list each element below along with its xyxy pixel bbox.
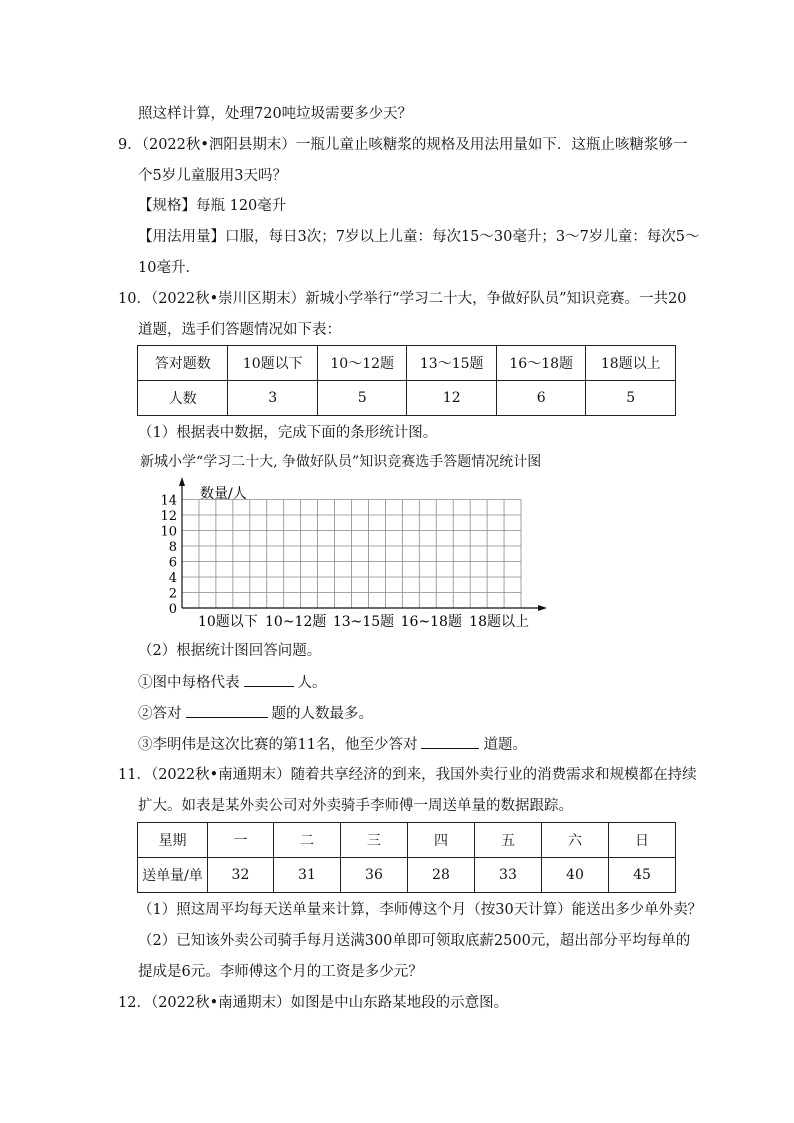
q10-sub2-text-a: ②答对 [138,706,182,722]
chart-title: 新城小学“学习二十大, 争做好队员”知识竞赛选手答题情况统计图 [140,454,542,470]
q11-table-cell: 28 [407,858,474,893]
q10-table-header-row [138,346,676,381]
q11-table-header: 二 [273,823,340,858]
x-axis-arrow-icon [538,605,547,611]
q10-table [137,345,676,416]
q11-part1: （1）照这周平均每天送单量来计算，李师傅这个月（按30天计算）能送出多少单外卖？ [138,902,703,918]
q11-table-cell: 36 [340,858,407,893]
q11-part2-line1: （2）已知该外卖公司骑手每月送满300单即可领取底薪2500元，超出部分平均每单的 [138,933,691,949]
chart-y-axis-label: 数量/人 [200,486,247,502]
q11-table [137,822,676,893]
q10-sub3-text-a: ③李明伟是这次比赛的第11名，他至少答对 [138,737,418,753]
q11-table-header-row [138,823,676,858]
q11-table-header: 六 [541,823,608,858]
q10-sub1-text-a: ①图中每格代表 [138,675,240,691]
q11-table-header: 星期 [138,823,208,858]
q10-table-header: 10～12题 [317,346,407,381]
q9-usage-line2: 10毫升． [138,260,200,276]
q10-sub1 [138,672,327,693]
q10-sub2 [138,703,373,724]
y-tick-label: 6 [168,555,177,571]
q10-part2: （2）根据统计图回答问题。 [138,643,322,659]
q11-table-header: 一 [207,823,273,858]
q10-sub2-text-b: 题的人数最多。 [271,706,373,722]
q11-line2: 扩大。如表是某外卖公司对外卖骑手李师傅一周送单量的数据跟踪。 [138,798,573,814]
q11-table-cell: 33 [474,858,541,893]
q11-table-cell: 31 [273,858,340,893]
q10-part1: （1）根据表中数据，完成下面的条形统计图。 [138,425,438,441]
q11-table-cell: 40 [541,858,608,893]
q10-line1: 10．（2022秋•崇川区期末）新城小学举行“学习二十大，争做好队员”知识竞赛。一共20 [118,291,687,307]
chart-grid [182,500,521,609]
y-tick-label: 10 [160,524,177,540]
q10-table-header: 16～18题 [496,346,586,381]
q10-table-cell: 3 [228,381,318,416]
y-tick-label: 12 [160,509,177,524]
q11-table-cell: 32 [207,858,273,893]
q8-tail-text: 照这样计算，处理720吨垃圾需要多少天？ [138,106,413,122]
bar-chart [150,476,570,636]
x-tick-label: 18题以上 [469,614,530,630]
y-tick-label: 2 [168,586,177,602]
q11-table-header: 三 [340,823,407,858]
q10-sub1-text-b: 人。 [297,675,327,691]
x-tick-label: 10题以下 [197,614,258,630]
q10-table-header: 答对题数 [138,346,228,381]
q11-part2-line2: 提成是6元。李师傅这个月的工资是多少元？ [138,964,423,980]
q9-spec: 【规格】每瓶 120毫升 [138,198,287,214]
y-tick-label: 0 [168,602,177,617]
q11-table-header: 四 [407,823,474,858]
q10-table-header: 13～15题 [407,346,497,381]
x-tick-label: 16~18题 [400,614,462,630]
q10-table-header: 10题以下 [228,346,318,381]
q9-line2: 个5岁儿童服用3天吗？ [138,168,287,184]
chart-x-labels [198,614,529,630]
q9-line1: 9．（2022秋•泗阳县期末）一瓶儿童止咳糖浆的规格及用法用量如下．这瓶止咳糖浆够一 [118,137,688,153]
x-tick-label: 13~15题 [332,614,395,630]
chart-y-ticks [160,494,177,618]
y-axis-arrow-icon [179,477,185,486]
q10-sub3 [138,734,527,755]
answer-blank[interactable] [244,672,294,687]
q10-table-cell: 5 [586,381,676,416]
q10-table-header: 18题以上 [586,346,676,381]
y-tick-label: 8 [168,540,177,555]
x-tick-label: 10~12题 [265,614,327,630]
q11-table-cell: 45 [608,858,675,893]
q9-usage-line1: 【用法用量】口服，每日3次；7岁以上儿童：每次15～30毫升；3～7岁儿童：每次5～ [138,229,700,245]
q10-sub3-text-b: 道题。 [483,737,527,753]
q11-line1: 11．（2022秋•南通期末）随着共享经济的到来，我国外卖行业的消费需求和规模都在持续 [118,767,697,783]
y-tick-label: 14 [160,493,177,509]
answer-blank[interactable] [421,734,479,749]
q11-table-header: 日 [608,823,675,858]
q11-table-header: 五 [474,823,541,858]
q10-table-row-label: 人数 [138,381,228,416]
q10-table-cell: 6 [496,381,586,416]
q11-table-row [138,858,676,893]
q10-line2: 道题，选手们答题情况如下表： [138,322,341,338]
q12-line1: 12．（2022秋•南通期末）如图是中山东路某地段的示意图。 [118,995,509,1011]
q10-table-cell: 5 [317,381,407,416]
q10-table-row [138,381,676,416]
q10-table-cell: 12 [407,381,497,416]
answer-blank[interactable] [186,703,268,718]
y-tick-label: 4 [168,571,177,586]
q11-table-row-label: 送单量/单 [138,858,208,893]
